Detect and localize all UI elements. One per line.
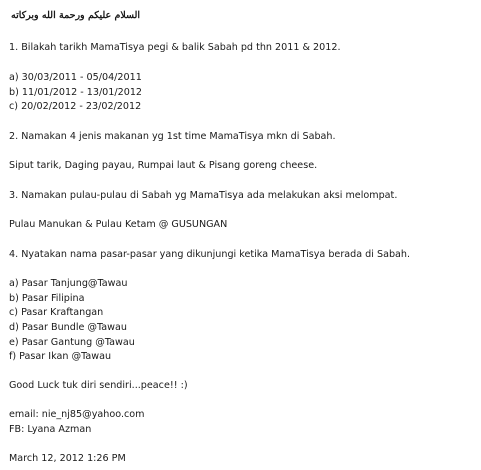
q1-option-b: b) 11/01/2012 - 13/01/2012	[9, 87, 143, 98]
question-1: 1. Bilakah tarikh MamaTisya pegi & balik Sabah pd thn 2011 & 2012.	[9, 42, 341, 53]
answer-3: Pulau Manukan & Pulau Ketam @ GUSUNGAN	[9, 219, 228, 230]
post-timestamp: March 12, 2012 1:26 PM	[9, 453, 126, 464]
contact-email: email: nie_nj85@yahoo.com	[9, 409, 145, 420]
question-3: 3. Namakan pulau-pulau di Sabah yg MamaTisya ada melakukan aksi melompat.	[9, 190, 398, 201]
closing-text: Good Luck tuk diri sendiri...peace!! :)	[9, 380, 188, 391]
q4-option-e: e) Pasar Gantung @Tawau	[9, 337, 135, 348]
q4-option-c: c) Pasar Kraftangan	[9, 307, 104, 318]
greeting-text: السلام عليكم ورحمة الله وبركاته	[11, 10, 141, 21]
q1-option-a: a) 30/03/2011 - 05/04/2011	[9, 72, 142, 83]
contact-fb: FB: Lyana Azman	[9, 424, 92, 435]
q4-option-b: b) Pasar Filipina	[9, 293, 85, 304]
question-4: 4. Nyatakan nama pasar-pasar yang dikunjungi ketika MamaTisya berada di Sabah.	[9, 249, 411, 260]
question-2: 2. Namakan 4 jenis makanan yg 1st time MamaTisya mkn di Sabah.	[9, 131, 336, 142]
q4-option-d: d) Pasar Bundle @Tawau	[9, 322, 127, 333]
q4-option-a: a) Pasar Tanjung@Tawau	[9, 278, 128, 289]
answer-2: Siput tarik, Daging payau, Rumpai laut & Pisang goreng cheese.	[9, 160, 318, 171]
q1-option-c: c) 20/02/2012 - 23/02/2012	[9, 101, 142, 112]
q4-option-f: f) Pasar Ikan @Tawau	[9, 351, 112, 362]
